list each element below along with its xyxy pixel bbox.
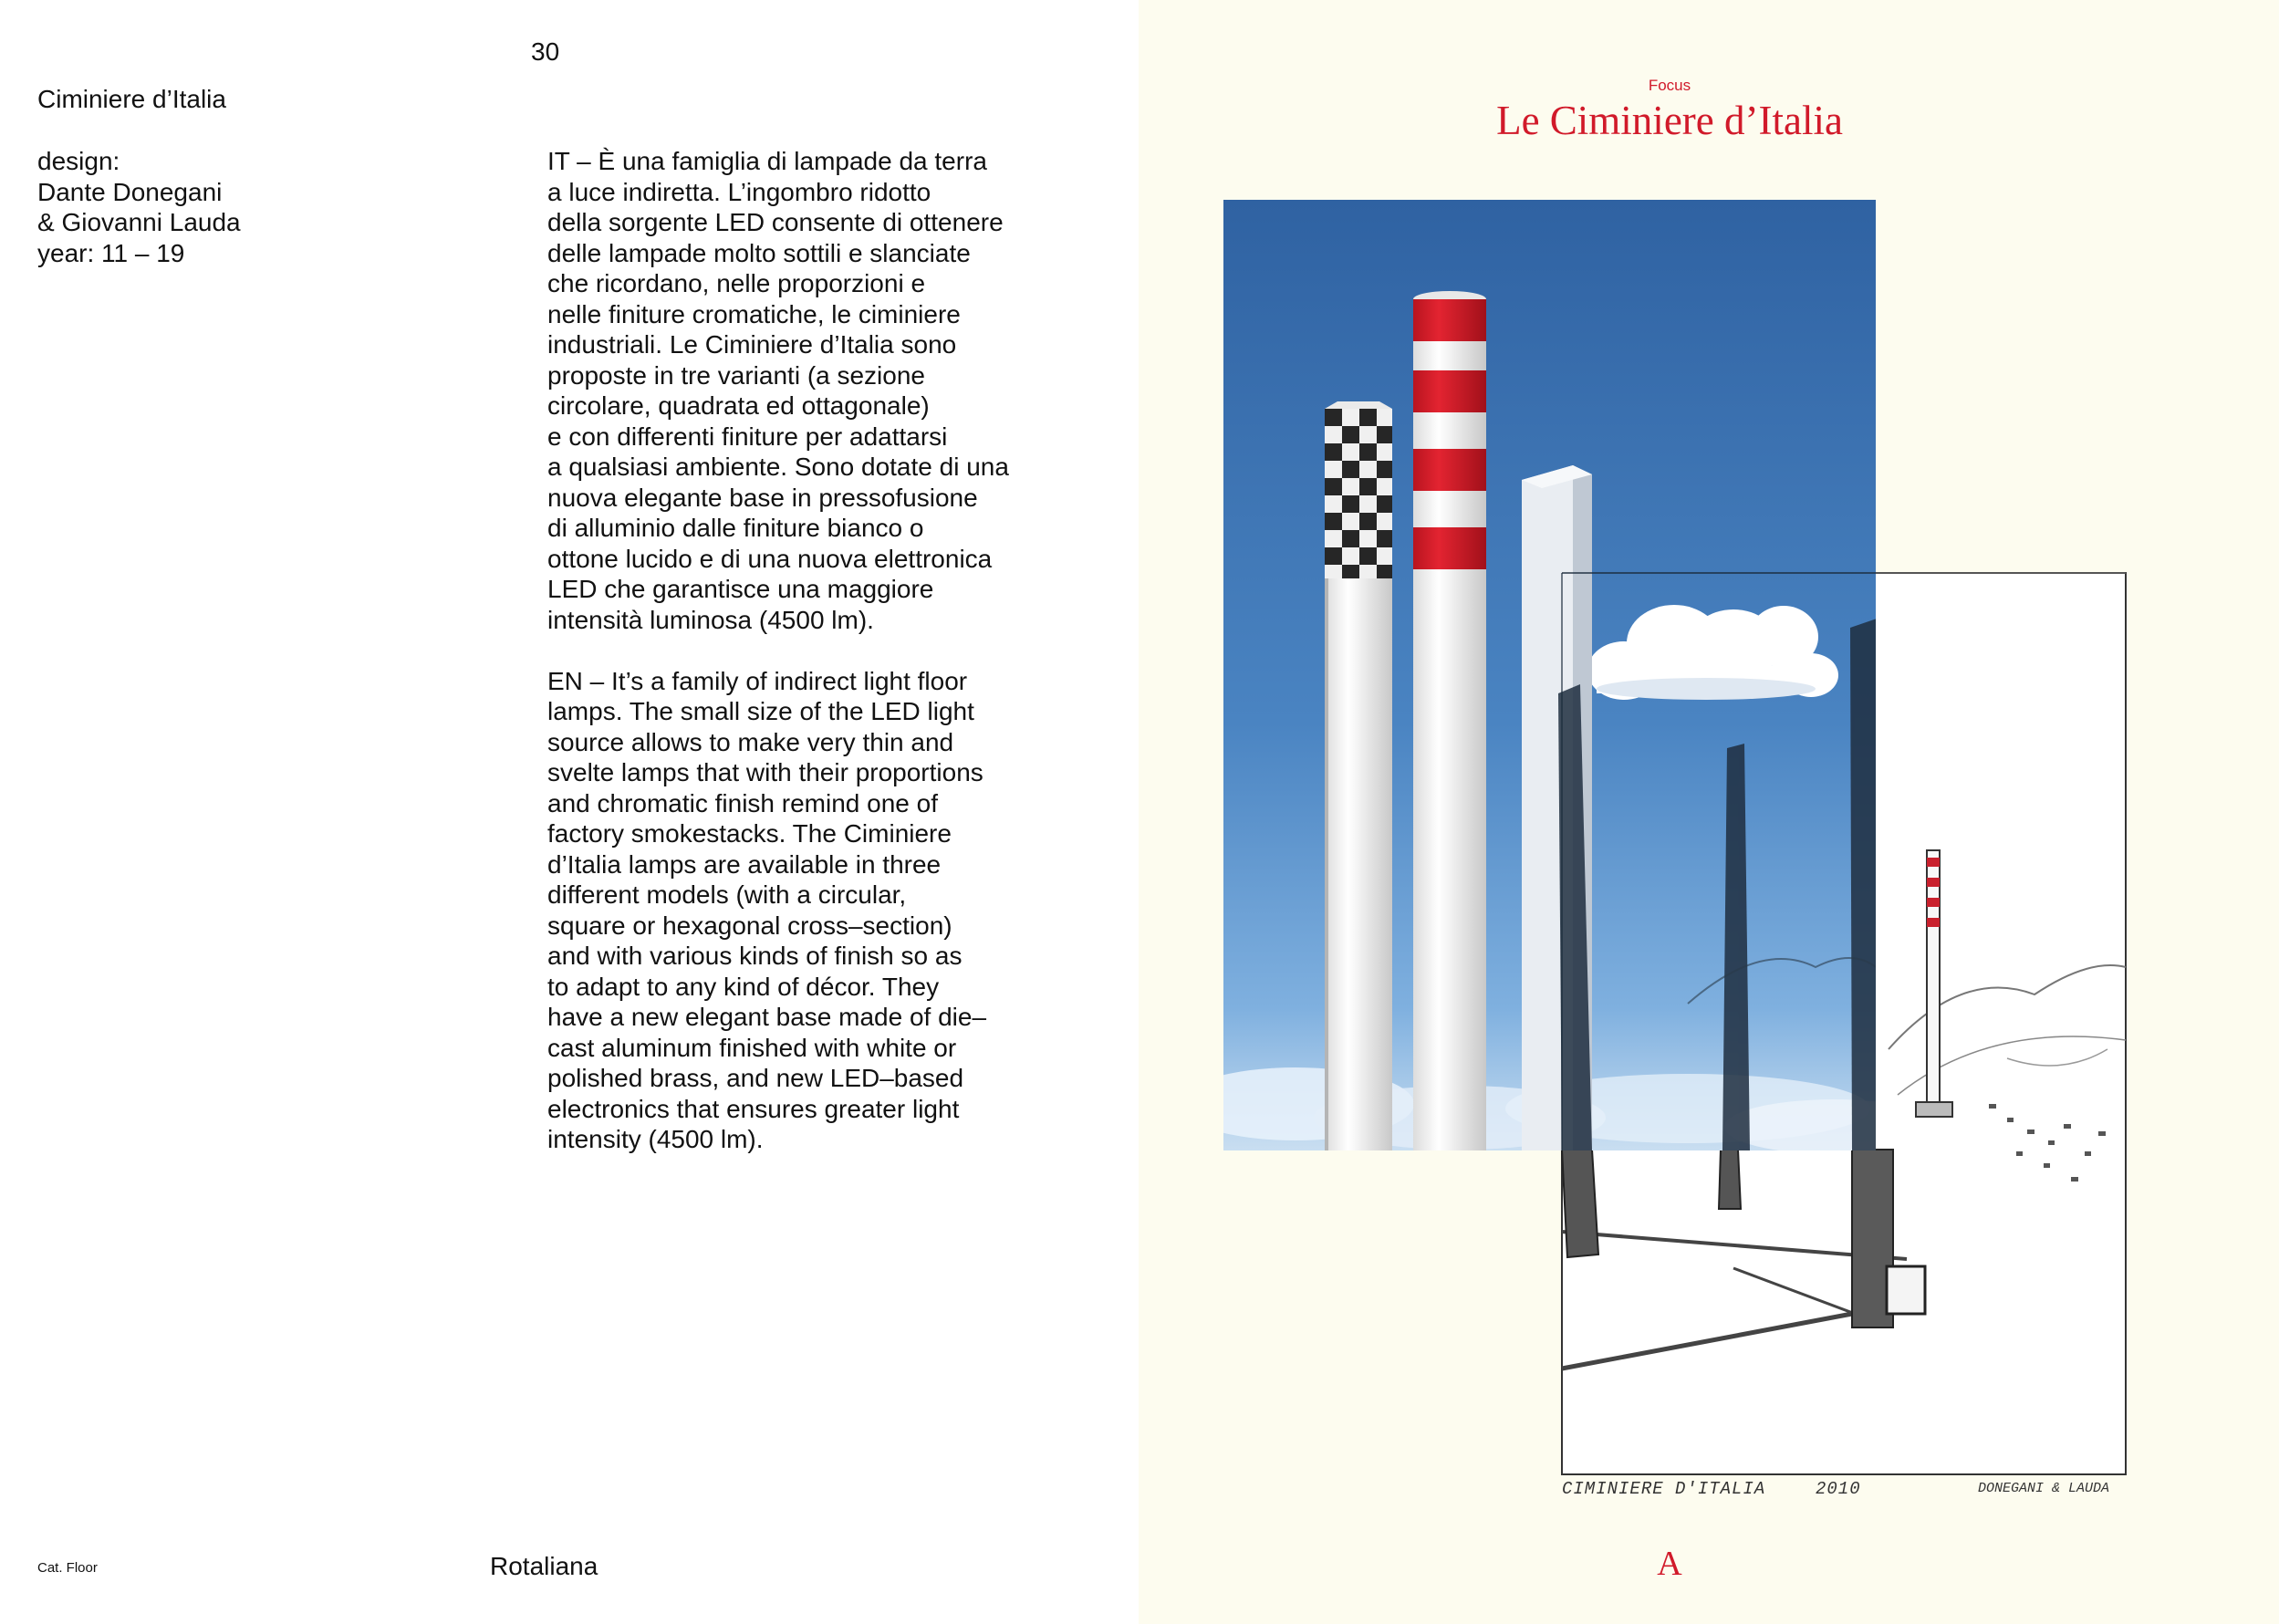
sketch-signature: DONEGANI & LAUDA [1978,1481,2110,1496]
text-line: source allows to make very thin and [547,727,954,756]
credit-line: & Giovanni Lauda [37,208,241,236]
text-line: d’Italia lamps are available in three [547,849,942,879]
text-line: a qualsiasi ambiente. Sono dotate di una [547,453,1009,481]
text-line: circolare, quadrata ed ottagonale) [547,391,930,420]
credit-line: Dante Donegani [37,177,223,206]
sketch-year: 2010 [1816,1479,1861,1499]
text-line: different models (with a circular, [547,880,907,909]
text-line: e con differenti finiture per adattarsi [547,422,948,451]
text-line: intensity (4500 lm). [547,1125,764,1153]
text-line: IT – È una famiglia di lampade da terra [547,147,987,175]
text-line: cast aluminum finished with white or [547,1033,957,1062]
text-line: and with various kinds of finish so as [547,942,963,970]
footer-category: Cat. Floor [37,1560,98,1576]
text-line: EN – It’s a family of indirect light floor [547,666,968,695]
left-page [0,0,1139,1624]
text-line: polished brass, and new LED–based [547,1064,964,1092]
text-line: intensità luminosa (4500 lm). [547,605,874,634]
text-line: factory smokestacks. The Ciminiere [547,819,952,848]
text-line: LED che garantisce una maggiore [547,575,934,603]
sketch-caption: CIMINIERE D'ITALIA [1562,1479,1766,1499]
text-line: nuova elegante base in pressofusione [547,483,978,512]
text-line: di alluminio dalle finiture bianco o [547,514,924,542]
text-line: and chromatic finish remind one of [547,788,938,817]
product-title: Ciminiere d’Italia [37,85,226,113]
focus-title: Le Ciminiere d’Italia [1496,98,1843,143]
text-line: nelle finiture cromatiche, le ciminiere [547,299,961,328]
text-line: che ricordano, nelle proporzioni e [547,269,926,297]
text-line: delle lampade molto sottili e slanciate [547,238,971,267]
text-line: svelte lamps that with their proportions [547,758,983,786]
text-line: electronics that ensures greater light [547,1094,960,1123]
design-credits [37,146,241,268]
footer-brand: Rotaliana [490,1552,598,1580]
text-line: industriali. Le Ciminiere d’Italia sono [547,330,957,359]
focus-label: Focus [1648,77,1691,94]
right-page [1139,0,2279,1624]
text-line: to adapt to any kind of décor. They [547,972,940,1001]
text-line: proposte in tre varianti (a sezione [547,360,925,390]
page-number: 30 [531,37,560,66]
body-text [547,146,1077,1185]
english-paragraph [547,666,1077,1155]
brand-logo: A [1657,1545,1682,1583]
text-line: della sorgente LED consente di ottenere [547,208,1004,236]
credit-line: design: [37,147,120,175]
text-line: have a new elegant base made of die– [547,1003,987,1031]
text-line: square or hexagonal cross–section) [547,911,952,940]
italian-paragraph [547,146,1077,635]
credit-line: year: 11 – 19 [37,238,185,267]
text-line: lamps. The small size of the LED light [547,697,974,725]
text-line: a luce indiretta. L’ingombro ridotto [547,177,931,206]
text-line: ottone lucido e di una nuova elettronica [547,544,993,573]
